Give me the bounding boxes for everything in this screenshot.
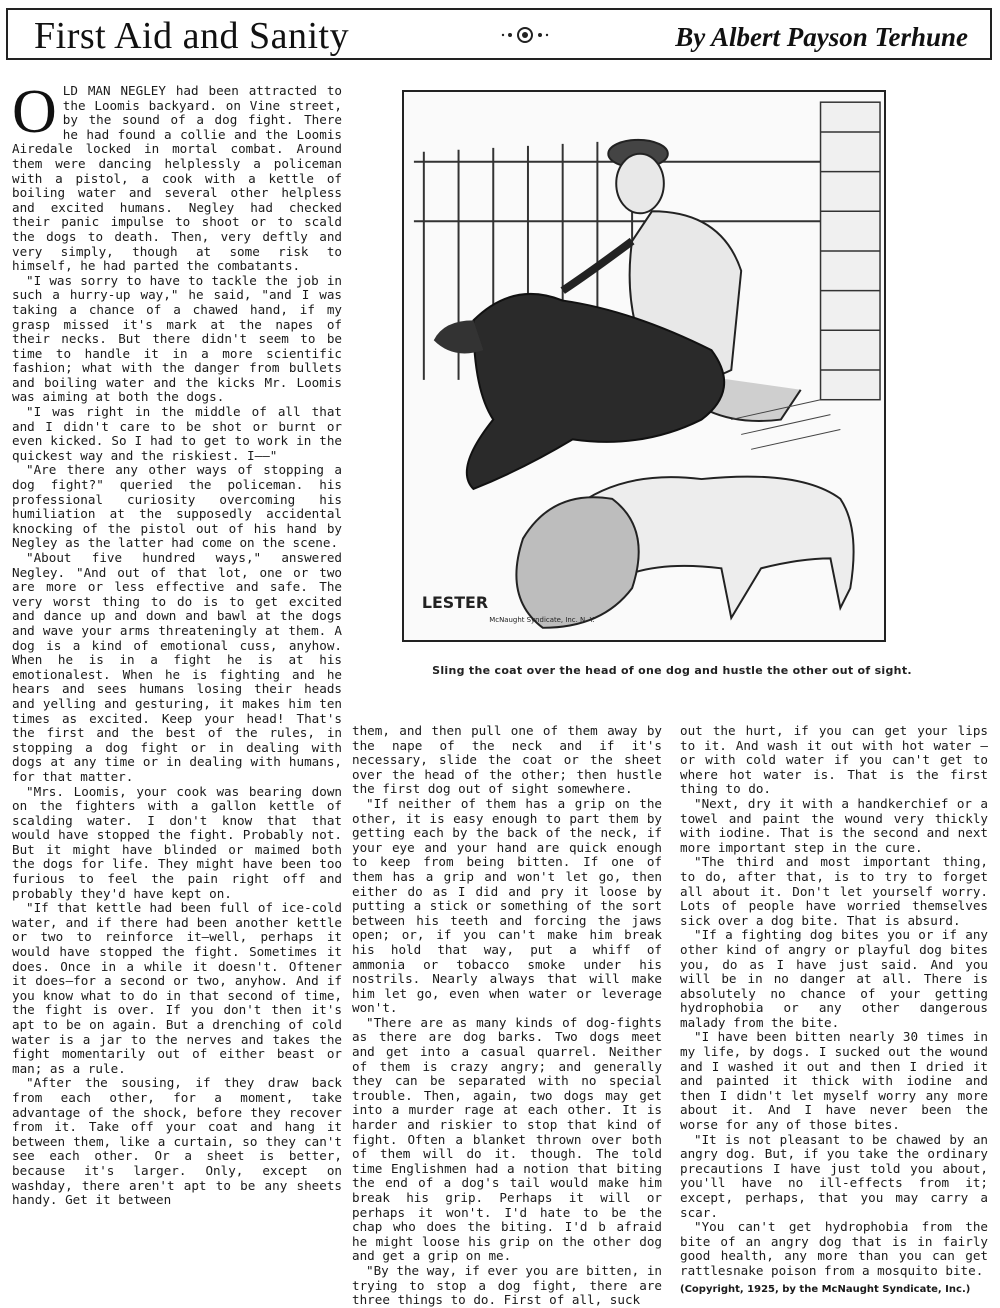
paragraph: "By the way, if ever you are bitten, in trying to stop a dog fight, there are three things to do. First of all, suck	[352, 1262, 662, 1308]
article-byline: By Albert Payson Terhune	[675, 22, 968, 52]
illustration-drawing	[404, 92, 884, 640]
paragraph: "There are as many kinds of dog-fights as there are dog barks. Two dogs meet and get into a casual quarrel. Neither of them is crazy angry; and generally they can be separated with no special trouble. Then, again, two dogs may get into a murder rage at each other. It is harder and riskier to stop that kind of fight. Often a blanket thrown over both of them will do it. though. The told time Englishmen had a notion that biting the end of a dog's tail would make him break his grip. Perhaps it will or perhaps it won't. I'd hate to be the chap who does the biting. I'd b afraid he might loose his grip on the other dog and get a grip on me.	[352, 1014, 662, 1264]
paragraph: "About five hundred ways," answered Negley. "And out of that lot, one or two are more or less effective and safe. The very worst thing to do is to get excited and dance up and down and bawl at the dogs and wave your arms threateningly at them. A dog is a kind of emotional cuss, anyhow. When he is in a fight he is at his emotionalest. When he is fighting and he hears and sees humans losing their heads and yelling and gesturing, it makes him ten times as excited. Keep your head! That's the first and the best of the rules, in stopping a dog fight or in dealing with dogs at any time or in dealing with humans, for that matter.	[12, 550, 342, 784]
paragraph: out the hurt, if you can get your lips to it. And wash it out with hot water —or with cold water if you can't get to where hot water is. That is the first thing to do.	[680, 723, 988, 797]
paragraph: "Mrs. Loomis, your cook was bearing down on the fighters with a gallon kettle of scalding water. I don't know that that would have stopped the fight. Probably not. But it might have blinded or maimed both the dogs for life. They might have been too furious to feel the pain right off and probably they'd have kept on.	[12, 783, 342, 901]
article-title: First Aid and Sanity	[34, 15, 350, 57]
copyright-notice: (Copyright, 1925, by the McNaught Syndicate, Inc.)	[680, 1283, 971, 1295]
paragraph: "Are there any other ways of stopping a dog fight?" queried the policeman. his professional curiosity overcoming his humiliation at the supposedly accidental knocking of the pistol out of his hand by Negley as the latter had come on the scene.	[12, 462, 342, 551]
paragraph: "You can't get hydrophobia from the bite of an angry dog that is in fairly good health, any more than you can get rattlesnake poison from a mosquito bite.	[680, 1219, 988, 1278]
illustration-credit: McNaught Syndicate, Inc. N. Y.	[489, 615, 595, 624]
paragraph: "I was right in the middle of all that and I didn't care to be shot or burnt or even kicked. So I had to get to work in the quickest way and the riskiest. I——"	[12, 404, 342, 463]
ornament-icon	[500, 24, 550, 46]
paragraph: "After the sousing, if they draw back from each other, for a moment, take advantage of the shock, before they recover from it. Take off your coat and hang it between them, like a curtain, so they can't see each other. Or a sheet is better, because it's larger. Only, except on washday, there aren't apt to be any sheets handy. Get it between	[12, 1075, 342, 1208]
article-column-2	[352, 724, 662, 1308]
article-header	[6, 8, 992, 60]
article-column-3	[680, 724, 988, 1297]
paragraph: "If a fighting dog bites you or if any other kind of angry or playful dog bites you, do as I have just said. And you will be in no danger at all. There is absolutely no chance of your getting hydrophobia or any other dangerous malady from the bite.	[680, 927, 988, 1030]
article-column-1	[12, 78, 342, 1280]
paragraph: LD MAN NEGLEY had been attracted to the Loomis backyard. on Vine street, by the sound of a dog fight. There he had found a collie and the Loomis Airedale locked in mortal combat. Around them were dancing helplessly a policeman with a pistol, a cook with a kettle of boiling water and several other helpless and excited humans. Negley had checked their panic impulse to shoot or to scald the dogs to death. Then, very deftly and very simply, though at some risk to himself, he had parted the combatants.	[12, 83, 342, 274]
paragraph: "If that kettle had been full of ice-cold water, and if there had been another kettle or two to reinforce it—well, perhaps it would have stopped the fight. Sometimes it does. Once in a while it doesn't. Oftener it does—for a second or two, anyhow. And if you know what to do in that second of time, the fight is over. If you don't then it's apt to be on again. But a drenching of cold water is a jar to the nerves and takes the fight momentarily out of either beast or man; as a rule.	[12, 900, 342, 1076]
paragraph: "The third and most important thing, to do, after that, is to try to forget all about it. Don't let yourself worry. Lots of people have worried themselves sick over a dog bite. That is absurd.	[680, 854, 988, 928]
drop-cap: O	[12, 78, 57, 146]
article-illustration	[402, 90, 886, 642]
paragraph: "If neither of them has a grip on the other, it is easy enough to part them by getting each by the back of the neck, if your eye and your hand are quick enough to keep from being bitten. If one of them has a grip and won't let go, then either do as I did and pry it loose by putting a stick or something of the sort between his teeth and forcing the jaws open; or, if you can't make him break his hold that way, put a whiff of ammonia or tobacco smoke under his nostrils. Nearly always that will make him let go, even when water or leverage won't.	[352, 795, 662, 1016]
paragraph: them, and then pull one of them away by the nape of the neck and if it's necessary, slide the coat or the sheet over the head of the other; then hustle the first dog out of sight somewhere.	[352, 723, 662, 797]
paragraph: "I was sorry to have to tackle the job in such a hurry-up way," he said, "and I was taking a chance of a chawed hand, if my grasp missed it's mark at the napes of their necks. But there didn't seem to be time to handle it in a more scientific fashion; what with the danger from bullets and boiling water and the kicks Mr. Loomis was aiming at both the dogs.	[12, 272, 342, 405]
illustration-caption: Sling the coat over the head of one dog and hustle the other out of sight.	[432, 664, 912, 677]
paragraph: "Next, dry it with a handkerchief or a towel and paint the wound very thickly with iodine. That is the second and next more important step in the cure.	[680, 795, 988, 855]
paragraph: "I have been bitten nearly 30 times in my life, by dogs. I sucked out the wound and I washed it out and then I dried it and painted it thick with iodine and then I didn't let myself worry any more about it. And I have never been the worse for any of those bites.	[680, 1029, 988, 1133]
paragraph: "It is not pleasant to be chawed by an angry dog. But, if you take the ordinary precautions I have just told you about, you'll have no ill-effects from it; except, perhaps, that you may carry a scar.	[680, 1131, 988, 1220]
artist-signature: LESTER	[421, 592, 489, 612]
